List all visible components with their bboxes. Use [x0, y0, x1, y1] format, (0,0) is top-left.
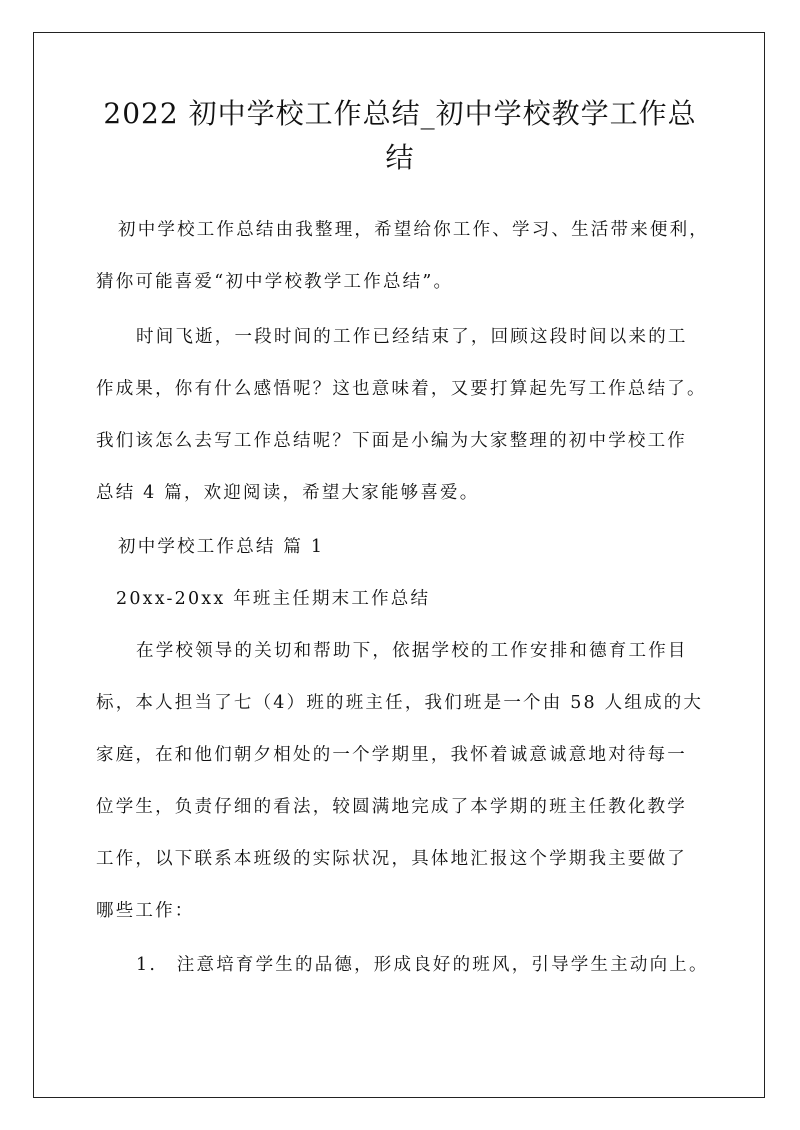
para2-line-6: 哪些工作： — [96, 901, 195, 921]
intro-line-2: 猜你可能喜爱“初中学校教学工作总结”。 — [96, 272, 454, 292]
page-border — [33, 32, 765, 1098]
para1-line-2: 作成果，你有什么感悟呢？这也意味着，又要打算起先写工作总结了。 — [96, 379, 707, 399]
para1-line-3: 我们该怎么去写工作总结呢？下面是小编为大家整理的初中学校工作 — [96, 431, 687, 451]
title-line-1: 2022 初中学校工作总结_初中学校教学工作总 — [103, 97, 697, 130]
para2-line-5: 工作，以下联系本班级的实际状况，具体地汇报这个学期我主要做了 — [96, 849, 687, 869]
intro-line-1: 初中学校工作总结由我整理，希望给你工作、学习、生活带来便利， — [118, 220, 709, 240]
para2-line-2: 标，本人担当了七（4）班的班主任，我们班是一个由 58 人组成的大 — [96, 693, 704, 713]
document-title — [60, 92, 740, 180]
para2-line-1: 在学校领导的关切和帮助下，依据学校的工作安排和德育工作目 — [136, 641, 688, 661]
subheading: 20xx-20xx 年班主任期末工作总结 — [116, 589, 431, 609]
para2-line-4: 位学生，负责仔细的看法，较圆满地完成了本学期的班主任教化教学 — [96, 797, 687, 817]
para1-line-1: 时间飞逝，一段时间的工作已经结束了，回顾这段时间以来的工 — [136, 327, 688, 347]
section-heading: 初中学校工作总结 篇 1 — [118, 537, 325, 557]
title-line-2: 结 — [385, 141, 415, 174]
para1-line-4: 总结 4 篇，欢迎阅读，希望大家能够喜爱。 — [96, 483, 480, 503]
para2-line-3: 家庭，在和他们朝夕相处的一个学期里，我怀着诚意诚意地对待每一 — [96, 745, 687, 765]
list-item-1: 1. 注意培育学生的品德，形成良好的班风，引导学生主动向上。 — [136, 955, 709, 975]
